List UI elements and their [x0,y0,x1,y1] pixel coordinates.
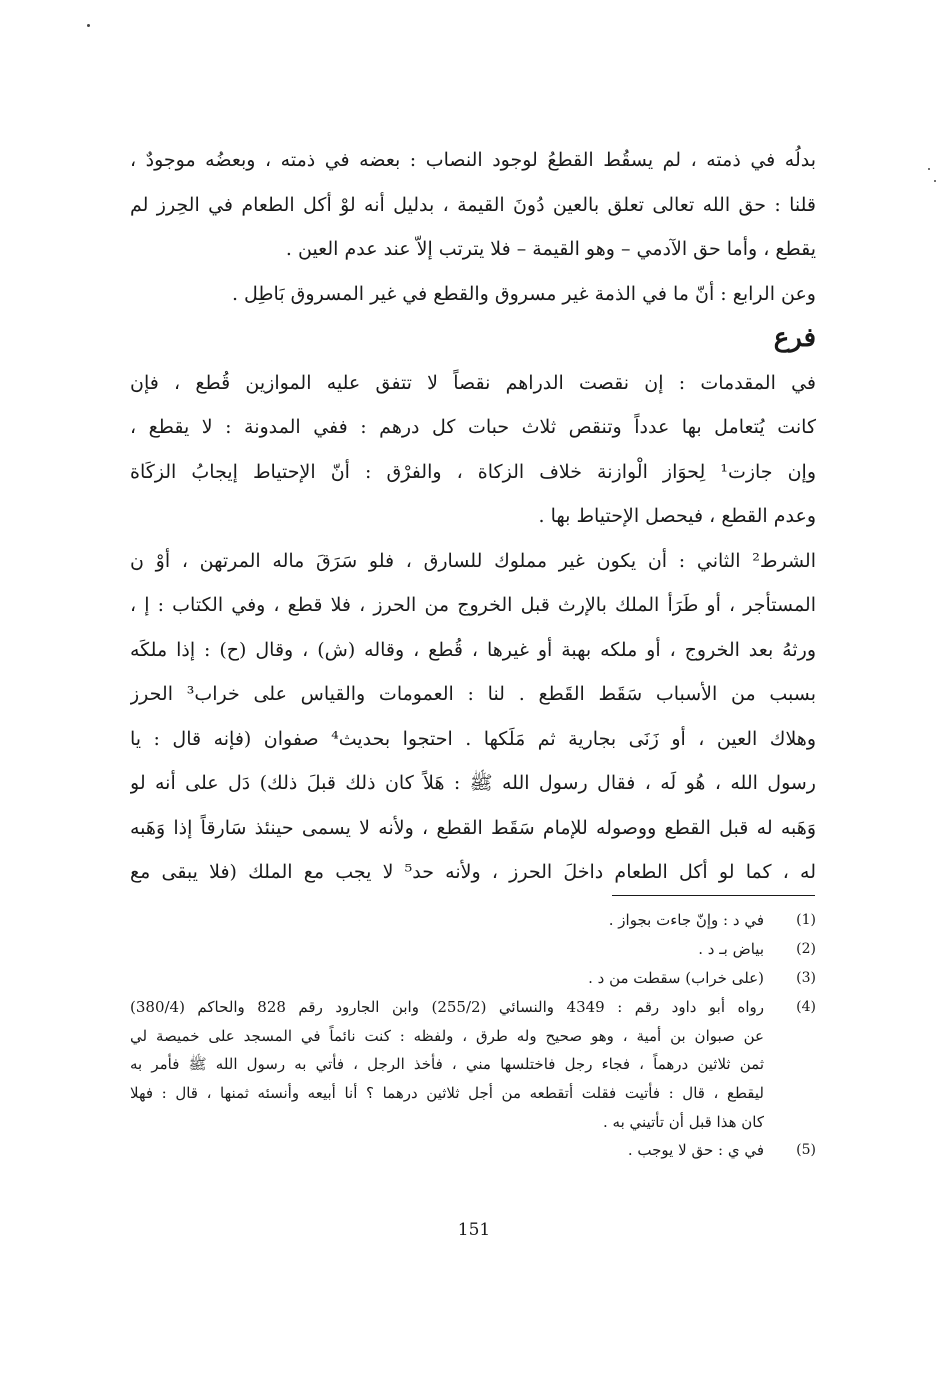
text-line: وهلاك العين ، أو زَنَى بجارية ثم مَلَكها . احتجوا بحديث⁴ صفوان (فإنه قال : يا [130,727,816,750]
text-line: بدلُه في ذمته ، لم يسقُط القطعُ لوجود النصاب : بعضه في ذمته ، وبعضُه موجودٌ ، [130,149,816,171]
text-line: بسبب من الأسباب سَقَط القَطع . لنا : العمومات والقياس على خراب³ الحرز [130,683,816,705]
text-line: وإن جازت¹ لِحوَاز الْوازنة خلاف الزكاة ، والفرْق : أنّ الإحتياط إيجابُ الزكَاة [130,460,816,483]
footnote-text: رواه أبو داود رقم : 4349 والنسائي (255/2) وابن الجارود رقم 828 والحاكم (380/4) [130,998,764,1016]
footnote [130,935,816,964]
scan-speck [928,168,930,170]
text-line: رسول الله ، هُو لَه ، فقال رسول الله ﷺ : هَلاً كان ذلك قبلَ ذلك) دَل على أنه لو [130,772,816,794]
footnote-number: (4) [796,999,816,1015]
text-line: في المقدمات : إن نقصت الدراهم نقصاً لا تتفق عليه الموازين قُطع ، فإن [130,371,816,394]
text-line: الشرط² الثاني : أن يكون غير مملوك للسارق ، فلو سَرَقَ ماله المرتهن ، أوْ ن [130,549,816,572]
text-line: المستأجر ، أو طَرَأ الملك بالإرث قبل الخروج من الحرز ، فلا قطع ، وفي الكتاب : إ ، [130,594,816,616]
footnote [130,906,816,935]
footnote-separator [612,895,815,896]
text-line: وَهَبه له قبل القطع ووصوله للإمام سَقَط القطع ، ولأنه لا يسمى حينئذ سَارقاً إذا وَهَبه [130,816,816,839]
page-number: 151 [457,1220,491,1240]
scan-speck [934,180,936,182]
text-line: يقطع ، وأما حق الآدمي – وهو القيمة – فلا يترتب إلاّ عند عدم العين . [285,238,816,260]
text-line: قلنا : حق الله تعالى تعلق بالعين دُونَ القيمة ، بدليل أنه لوْ أكل الطعام في الحِرز لم [130,193,816,216]
section-heading: فرع [773,323,816,353]
footnote-number: (3) [796,970,816,986]
text-line: وعدم القطع ، فيحصل الإحتياط بها . [538,505,816,527]
footnote-text: عن صبوان بن أمية ، وهو صحيح وله طرق ، ولفظه : كنت نائماً في المسجد على خميصة لي [130,1026,764,1045]
footnote-number: (5) [796,1142,816,1159]
footnote-text: ثمن ثلاثين درهماً ، فجاء رجل فاختلسها مني ، فأخذ الرجل ، فأتي به رسول الله ﷺ فأمر به [130,1055,764,1074]
footnotes [130,906,816,1165]
footnote-number: (1) [796,912,816,928]
text-line: له ، كما لو أكل الطعام داخلَ الحرز ، ولأنه حد⁵ لا يجب مع الملك (فلا يبقى مع [130,861,816,883]
footnote-text: (على خراب) سقطت من د . [588,969,764,987]
footnote [130,964,816,993]
footnote-text: في ي : حق لا يوجب . [627,1141,764,1160]
text-line: كانت يُتعامل بها عدداً وتنقص ثلاث حبات كل درهم : ففي المدونة : لا يقطع ، [130,416,816,438]
footnote-text: في د : وإنّ جاءت بجواز . [608,911,764,929]
main-text [130,138,816,895]
scan-speck [87,24,90,27]
footnote-text: بياض بـ د . [698,940,764,958]
footnote-text: كان هذا قبل أن تأتيني به . [603,1112,764,1131]
footnote-number: (2) [796,941,816,957]
text-line: وعن الرابع : أنّ ما في الذمة غير مسروق والقطع في غير المسروق بَاطِل . [231,282,816,305]
footnote [130,1136,816,1165]
text-line: ورثهُ بعد الخروج ، أو ملكه بهبة أو غيرها ، قُطع ، وقاله (ش) ، وقال (ح) : إذا ملكَه [130,638,816,661]
footnote-text: ليقطع ، قال : فأتيت فقلت أتقطعه من أجل ثلاثين درهما ؟ أنا أبيعه وأنسئه ثمنها ، قال : فهلا [130,1084,764,1103]
footnote [130,993,816,1136]
